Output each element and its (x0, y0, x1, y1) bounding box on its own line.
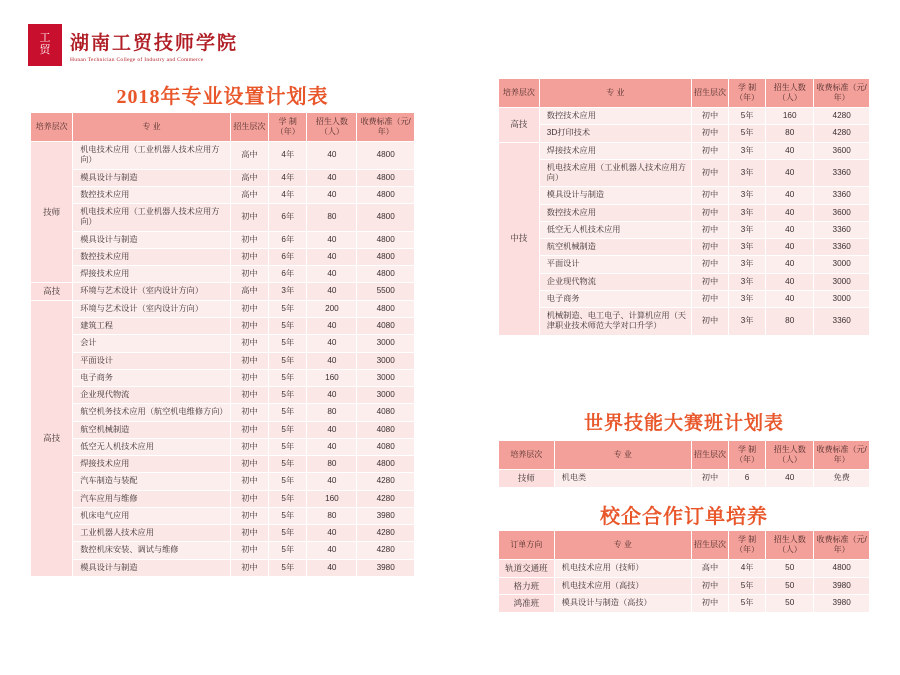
cell-fee: 4800 (357, 300, 415, 317)
cell-major: 模具设计与制造 (73, 559, 230, 576)
logo-mark-top-char: 工 (39, 32, 51, 45)
table-row (31, 266, 415, 283)
cell-fee: 3000 (814, 290, 870, 307)
table-row (31, 387, 415, 404)
cell-major: 环境与艺术设计（室内设计方向） (73, 283, 230, 301)
cell-duration: 4年 (269, 186, 307, 203)
table-row (31, 283, 415, 301)
table-row (31, 542, 415, 559)
cell-major: 机电技术应用（工业机器人技术应用方向） (73, 204, 230, 232)
table-row (499, 577, 870, 595)
cell-fee: 4280 (357, 525, 415, 542)
cell-duration: 3年 (729, 204, 766, 221)
cell-major: 低空无人机技术应用 (539, 221, 691, 238)
table-row (31, 525, 415, 542)
cell-fee: 4080 (357, 438, 415, 455)
cell-quota: 80 (307, 404, 357, 421)
table-row (31, 142, 415, 170)
cell-major: 数控技术应用 (539, 108, 691, 125)
cell-admission: 初中 (691, 159, 728, 187)
world-skills-title: 世界技能大赛班计划表 (583, 413, 784, 434)
cell-duration: 5年 (269, 456, 307, 473)
col-order-direction: 订单方向 (499, 531, 555, 560)
cell-fee: 3600 (814, 204, 870, 221)
cell-duration: 5年 (269, 404, 307, 421)
table-row (31, 318, 415, 335)
col-level: 培养层次 (31, 113, 73, 142)
cell-duration: 5年 (269, 473, 307, 490)
cell-fee: 3360 (814, 187, 870, 204)
cell-major: 企业现代物流 (73, 387, 230, 404)
plan-table-left (30, 112, 415, 577)
table-row (499, 595, 870, 613)
cell-admission: 初中 (230, 404, 268, 421)
cell-quota: 40 (307, 169, 357, 186)
cell-duration: 5年 (269, 507, 307, 524)
col-major: 专 业 (539, 79, 691, 108)
cell-major: 数控技术应用 (73, 248, 230, 265)
col-duration: 学 制（年） (729, 79, 766, 108)
cell-fee: 4080 (357, 404, 415, 421)
cell-duration: 5年 (269, 352, 307, 369)
col-major: 专 业 (73, 113, 230, 142)
cell-quota: 160 (307, 490, 357, 507)
logo-text (70, 28, 238, 63)
cell-major: 模具设计与制造 (73, 169, 230, 186)
cell-major: 电子商务 (73, 369, 230, 386)
cell-quota: 40 (766, 470, 814, 488)
cell-admission: 初中 (691, 290, 728, 307)
cell-quota: 40 (766, 221, 814, 238)
table-row (499, 204, 870, 221)
cell-major: 数控机床安装、调试与维修 (73, 542, 230, 559)
cell-admission: 初中 (691, 308, 728, 336)
cell-major: 机械制造、电工电子、计算机应用（天津职业技术师范大学对口升学） (539, 308, 691, 336)
col-admission: 招生层次 (230, 113, 268, 142)
cell-duration: 5年 (269, 318, 307, 335)
cell-duration: 3年 (729, 239, 766, 256)
cell-admission: 初中 (691, 125, 728, 142)
cell-duration: 3年 (269, 283, 307, 301)
cell-admission: 初中 (230, 525, 268, 542)
cell-quota: 80 (307, 456, 357, 473)
cell-admission: 初中 (230, 559, 268, 576)
cell-duration: 4年 (729, 560, 766, 578)
cell-admission: 高中 (230, 169, 268, 186)
cell-duration: 5年 (269, 369, 307, 386)
col-level: 培养层次 (499, 79, 540, 108)
cell-duration: 3年 (729, 290, 766, 307)
table-header-row (499, 79, 870, 108)
cell-quota: 40 (307, 559, 357, 576)
table-header-row (499, 441, 870, 470)
cell-fee: 4280 (357, 473, 415, 490)
cell-duration: 5年 (269, 438, 307, 455)
plan-table-right-container (498, 78, 870, 336)
table-row (31, 169, 415, 186)
cell-fee: 4800 (357, 231, 415, 248)
cell-major: 工业机器人技术应用 (73, 525, 230, 542)
table-row (31, 559, 415, 576)
col-fee: 收费标准（元/年） (814, 441, 870, 470)
col-admission: 招生层次 (691, 79, 728, 108)
table-row (499, 125, 870, 142)
cell-fee: 免费 (814, 470, 870, 488)
cell-fee: 3600 (814, 142, 870, 159)
cell-fee: 4800 (357, 169, 415, 186)
cell-admission: 初中 (691, 142, 728, 159)
cell-fee: 4800 (357, 204, 415, 232)
cell-quota: 40 (307, 525, 357, 542)
cell-duration: 5年 (269, 335, 307, 352)
cell-admission: 初中 (230, 507, 268, 524)
cell-fee: 4280 (357, 542, 415, 559)
col-duration: 学 制（年） (729, 441, 766, 470)
table-row (31, 248, 415, 265)
cell-quota: 40 (766, 290, 814, 307)
cell-duration: 3年 (729, 187, 766, 204)
cell-major: 汽车制造与装配 (73, 473, 230, 490)
col-admission: 招生层次 (691, 531, 728, 560)
cell-admission: 初中 (230, 318, 268, 335)
cell-admission: 初中 (230, 369, 268, 386)
school-enterprise-table-container (498, 530, 870, 613)
table-row (31, 335, 415, 352)
table-row (499, 256, 870, 273)
table-row (31, 352, 415, 369)
table-row (31, 473, 415, 490)
cell-quota: 50 (766, 560, 814, 578)
cell-admission: 初中 (230, 542, 268, 559)
cell-major: 平面设计 (73, 352, 230, 369)
cell-duration: 3年 (729, 273, 766, 290)
plan-table-left-container (30, 112, 415, 577)
cell-major: 数控技术应用 (73, 186, 230, 203)
table-row (499, 108, 870, 125)
cell-admission: 初中 (691, 595, 728, 613)
cell-major: 电子商务 (539, 290, 691, 307)
cell-duration: 5年 (269, 421, 307, 438)
cell-quota: 40 (766, 256, 814, 273)
table-row (499, 159, 870, 187)
cell-quota: 40 (307, 266, 357, 283)
cell-quota: 40 (307, 352, 357, 369)
school-logo (28, 24, 238, 66)
cell-quota: 40 (307, 248, 357, 265)
cell-major: 机电技术应用（工业机器人技术应用方向） (73, 142, 230, 170)
world-skills-table-container (498, 440, 870, 488)
col-quota: 招生人数（人） (766, 79, 814, 108)
col-quota: 招生人数（人） (766, 531, 814, 560)
cell-quota: 40 (766, 142, 814, 159)
cell-admission: 初中 (691, 221, 728, 238)
cell-quota: 50 (766, 595, 814, 613)
table-row (31, 507, 415, 524)
cell-duration: 5年 (269, 559, 307, 576)
cell-duration: 6年 (269, 231, 307, 248)
cell-major: 机电类 (554, 470, 691, 488)
cell-level: 格力班 (499, 577, 555, 595)
cell-admission: 初中 (230, 438, 268, 455)
cell-duration: 6年 (269, 266, 307, 283)
cell-admission: 初中 (691, 187, 728, 204)
cell-fee: 3980 (357, 559, 415, 576)
cell-quota: 40 (307, 186, 357, 203)
cell-fee: 4280 (357, 490, 415, 507)
cell-fee: 3000 (357, 369, 415, 386)
col-major: 专 业 (554, 441, 691, 470)
cell-duration: 3年 (729, 142, 766, 159)
cell-fee: 4080 (357, 318, 415, 335)
cell-duration: 3年 (729, 256, 766, 273)
cell-fee: 3000 (357, 335, 415, 352)
table-row (31, 231, 415, 248)
col-quota: 招生人数（人） (766, 441, 814, 470)
cell-level: 高技 (31, 283, 73, 301)
cell-major: 平面设计 (539, 256, 691, 273)
cell-duration: 5年 (729, 595, 766, 613)
cell-quota: 80 (766, 125, 814, 142)
cell-fee: 3360 (814, 221, 870, 238)
col-fee: 收费标准（元/年） (814, 531, 870, 560)
cell-fee: 3000 (814, 273, 870, 290)
cell-quota: 40 (766, 204, 814, 221)
table-row (499, 239, 870, 256)
cell-duration: 5年 (729, 108, 766, 125)
table-header-row (499, 531, 870, 560)
cell-fee: 4800 (357, 266, 415, 283)
cell-level: 技师 (31, 142, 73, 283)
cell-duration: 4年 (269, 169, 307, 186)
cell-major: 汽车应用与维修 (73, 490, 230, 507)
col-quota: 招生人数（人） (307, 113, 357, 142)
table-row (31, 404, 415, 421)
logo-mark-icon (28, 24, 62, 66)
cell-duration: 5年 (269, 300, 307, 317)
cell-duration: 4年 (269, 142, 307, 170)
table-row (499, 470, 870, 488)
cell-level: 高技 (499, 108, 540, 143)
cell-fee: 4280 (814, 108, 870, 125)
table-row (31, 369, 415, 386)
cell-admission: 初中 (230, 204, 268, 232)
cell-major: 焊接技术应用 (73, 266, 230, 283)
col-duration: 学 制（年） (729, 531, 766, 560)
cell-major: 模具设计与制造 (539, 187, 691, 204)
cell-admission: 初中 (691, 470, 728, 488)
cell-admission: 初中 (691, 204, 728, 221)
school-enterprise-table (498, 530, 870, 613)
cell-quota: 40 (766, 187, 814, 204)
cell-admission: 初中 (691, 273, 728, 290)
cell-fee: 4800 (357, 248, 415, 265)
cell-major: 会计 (73, 335, 230, 352)
cell-admission: 高中 (691, 560, 728, 578)
cell-quota: 40 (307, 283, 357, 301)
cell-major: 低空无人机技术应用 (73, 438, 230, 455)
cell-level: 轨道交通班 (499, 560, 555, 578)
table-row (31, 490, 415, 507)
cell-quota: 160 (766, 108, 814, 125)
world-skills-table (498, 440, 870, 488)
cell-fee: 4280 (814, 125, 870, 142)
cell-fee: 4800 (357, 142, 415, 170)
table-row (31, 204, 415, 232)
cell-duration: 3年 (729, 159, 766, 187)
cell-admission: 初中 (230, 266, 268, 283)
table-row (499, 142, 870, 159)
cell-quota: 40 (307, 438, 357, 455)
cell-level: 中技 (499, 142, 540, 335)
cell-major: 焊接技术应用 (539, 142, 691, 159)
cell-quota: 40 (766, 273, 814, 290)
table-row (31, 421, 415, 438)
cell-admission: 初中 (691, 108, 728, 125)
table-row (499, 290, 870, 307)
col-major: 专 业 (554, 531, 691, 560)
cell-major: 焊接技术应用 (73, 456, 230, 473)
cell-admission: 初中 (230, 335, 268, 352)
cell-quota: 80 (307, 204, 357, 232)
table-row (499, 560, 870, 578)
cell-level: 鸿准班 (499, 595, 555, 613)
col-admission: 招生层次 (691, 441, 728, 470)
cell-duration: 5年 (269, 490, 307, 507)
cell-admission: 初中 (230, 490, 268, 507)
cell-admission: 初中 (230, 456, 268, 473)
cell-admission: 初中 (230, 300, 268, 317)
cell-major: 航空机械制造 (73, 421, 230, 438)
col-duration: 学 制（年） (269, 113, 307, 142)
cell-admission: 初中 (230, 248, 268, 265)
table-row (31, 456, 415, 473)
cell-admission: 初中 (230, 473, 268, 490)
cell-duration: 5年 (729, 125, 766, 142)
cell-fee: 4800 (357, 186, 415, 203)
cell-fee: 3980 (814, 595, 870, 613)
col-level: 培养层次 (499, 441, 555, 470)
cell-major: 模具设计与制造（高技） (554, 595, 691, 613)
plan-table-right (498, 78, 870, 336)
cell-quota: 40 (307, 335, 357, 352)
cell-fee: 3000 (357, 387, 415, 404)
cell-level: 技师 (499, 470, 555, 488)
table-header-row (31, 113, 415, 142)
school-name-cn: 湖南工贸技师学院 (70, 32, 239, 54)
col-fee: 收费标准（元/年） (357, 113, 415, 142)
cell-major: 环境与艺术设计（室内设计方向） (73, 300, 230, 317)
cell-major: 模具设计与制造 (73, 231, 230, 248)
cell-quota: 40 (307, 473, 357, 490)
cell-quota: 40 (307, 542, 357, 559)
table-row (499, 187, 870, 204)
cell-admission: 高中 (230, 186, 268, 203)
cell-admission: 初中 (691, 577, 728, 595)
cell-quota: 40 (307, 231, 357, 248)
cell-admission: 初中 (230, 387, 268, 404)
cell-quota: 40 (307, 142, 357, 170)
cell-duration: 5年 (269, 387, 307, 404)
cell-duration: 5年 (269, 525, 307, 542)
cell-fee: 3360 (814, 239, 870, 256)
cell-fee: 5500 (357, 283, 415, 301)
table-row (31, 438, 415, 455)
school-enterprise-title: 校企合作订单培养 (600, 506, 768, 528)
cell-major: 3D打印技术 (539, 125, 691, 142)
table-row (499, 273, 870, 290)
cell-quota: 40 (307, 387, 357, 404)
cell-duration: 3年 (729, 308, 766, 336)
cell-admission: 初中 (230, 352, 268, 369)
school-name-en: Hunan Technician College of Industry and Commerce (70, 56, 204, 63)
cell-level: 高技 (31, 300, 73, 576)
plan-title: 2018年专业设置计划表 (116, 86, 329, 108)
cell-fee: 3000 (357, 352, 415, 369)
cell-quota: 40 (307, 421, 357, 438)
cell-duration: 6 (729, 470, 766, 488)
cell-major: 建筑工程 (73, 318, 230, 335)
cell-fee: 4800 (814, 560, 870, 578)
cell-quota: 80 (307, 507, 357, 524)
cell-fee: 3360 (814, 159, 870, 187)
cell-fee: 3000 (814, 256, 870, 273)
table-row (499, 308, 870, 336)
table-row (499, 221, 870, 238)
cell-admission: 初中 (691, 256, 728, 273)
cell-admission: 高中 (230, 142, 268, 170)
cell-fee: 3360 (814, 308, 870, 336)
cell-quota: 50 (766, 577, 814, 595)
cell-admission: 初中 (691, 239, 728, 256)
cell-major: 机床电气应用 (73, 507, 230, 524)
cell-quota: 40 (766, 239, 814, 256)
cell-quota: 160 (307, 369, 357, 386)
cell-major: 航空机务技术应用（航空机电维修方向） (73, 404, 230, 421)
cell-major: 企业现代物流 (539, 273, 691, 290)
cell-fee: 4080 (357, 421, 415, 438)
cell-major: 数控技术应用 (539, 204, 691, 221)
cell-quota: 40 (307, 318, 357, 335)
cell-fee: 4800 (357, 456, 415, 473)
cell-quota: 80 (766, 308, 814, 336)
cell-duration: 6年 (269, 248, 307, 265)
cell-duration: 3年 (729, 221, 766, 238)
cell-admission: 初中 (230, 421, 268, 438)
cell-duration: 5年 (729, 577, 766, 595)
cell-duration: 5年 (269, 542, 307, 559)
table-row (31, 186, 415, 203)
cell-admission: 初中 (230, 231, 268, 248)
cell-quota: 40 (766, 159, 814, 187)
cell-admission: 高中 (230, 283, 268, 301)
cell-fee: 3980 (814, 577, 870, 595)
cell-major: 机电技术应用（工业机器人技术应用方向） (539, 159, 691, 187)
table-row (31, 300, 415, 317)
cell-major: 机电技术应用（技师） (554, 560, 691, 578)
cell-major: 航空机械制造 (539, 239, 691, 256)
cell-quota: 200 (307, 300, 357, 317)
cell-major: 机电技术应用（高技） (554, 577, 691, 595)
col-fee: 收费标准（元/年） (814, 79, 870, 108)
logo-mark-bottom-char: 贸 (39, 44, 51, 56)
cell-fee: 3980 (357, 507, 415, 524)
cell-duration: 6年 (269, 204, 307, 232)
